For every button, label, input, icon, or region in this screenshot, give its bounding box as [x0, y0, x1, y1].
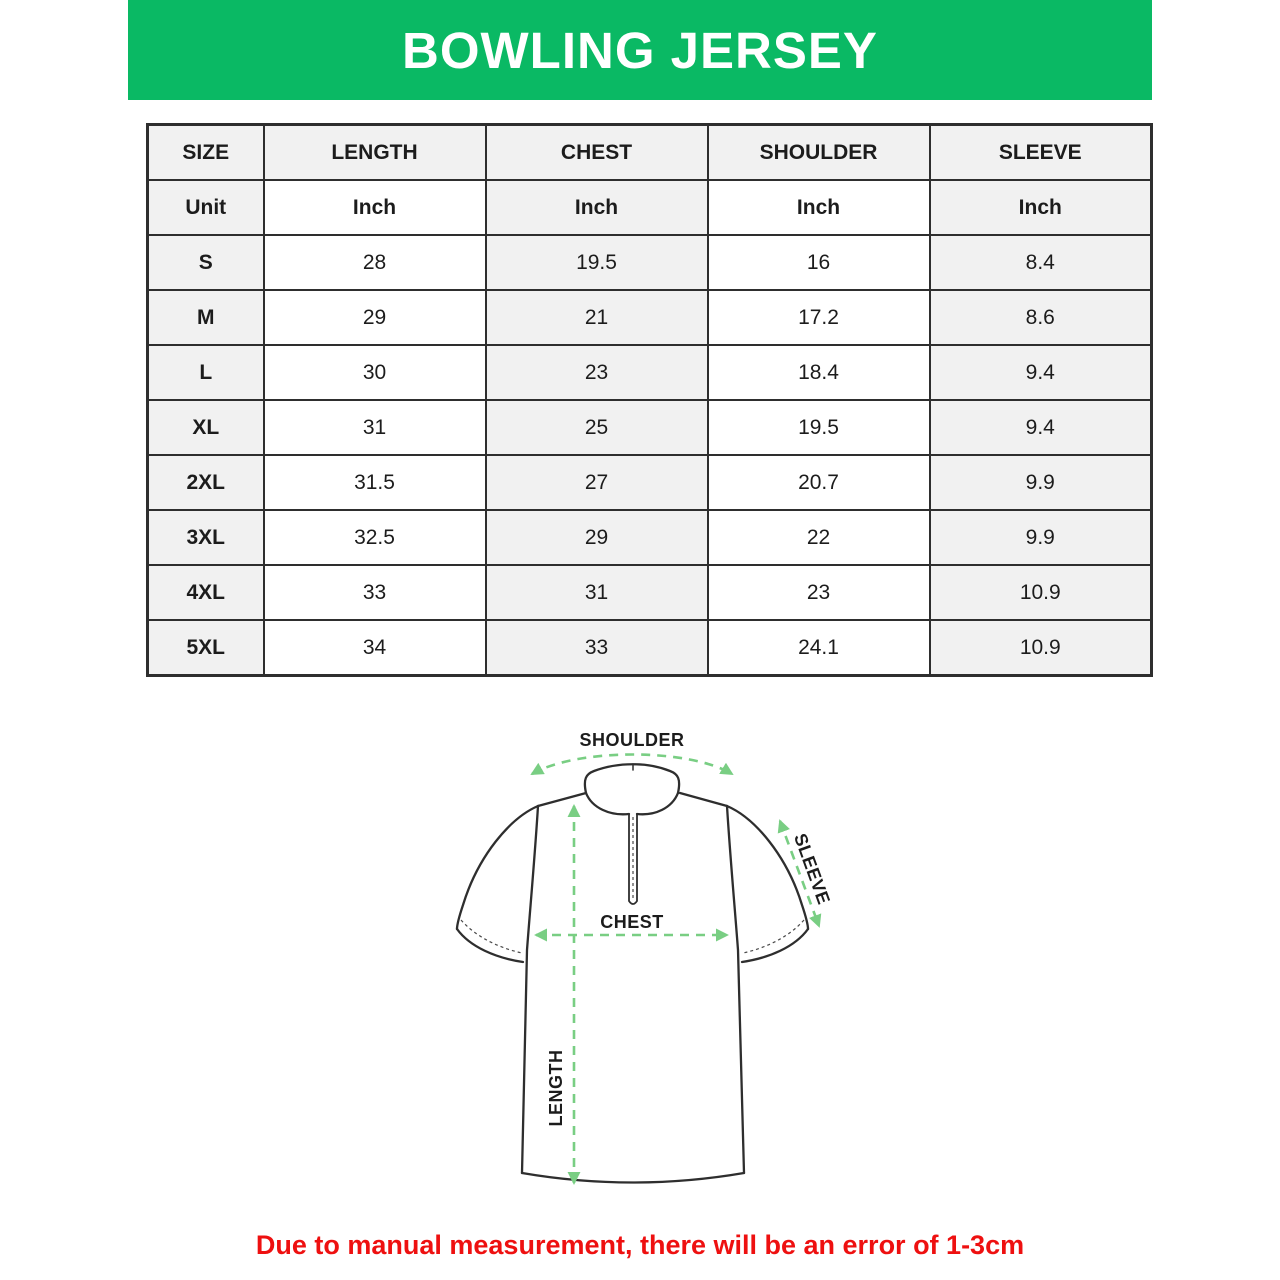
- chest-label: CHEST: [600, 912, 664, 932]
- size-cell: S: [148, 235, 264, 290]
- value-cell: 29: [486, 510, 708, 565]
- column-header-shoulder: SHOULDER: [708, 125, 930, 181]
- banner: [128, 0, 1152, 100]
- shoulder-label: SHOULDER: [579, 730, 685, 750]
- jersey-outline: [457, 764, 808, 1183]
- column-header-length: LENGTH: [264, 125, 486, 181]
- value-cell: 34: [264, 620, 486, 676]
- size-cell: 3XL: [148, 510, 264, 565]
- measurement-arrows: [532, 755, 819, 1184]
- value-cell: 30: [264, 345, 486, 400]
- unit-label: Unit: [148, 180, 264, 235]
- value-cell: 10.9: [930, 620, 1152, 676]
- value-cell: 8.6: [930, 290, 1152, 345]
- value-cell: 27: [486, 455, 708, 510]
- value-cell: 16: [708, 235, 930, 290]
- value-cell: 8.4: [930, 235, 1152, 290]
- jersey-diagram-svg: [400, 710, 880, 1225]
- value-cell: 9.4: [930, 345, 1152, 400]
- value-cell: 19.5: [486, 235, 708, 290]
- size-row-s: [148, 235, 1152, 290]
- value-cell: 31: [486, 565, 708, 620]
- value-cell: 29: [264, 290, 486, 345]
- value-cell: 31.5: [264, 455, 486, 510]
- size-row-l: [148, 345, 1152, 400]
- column-header-chest: CHEST: [486, 125, 708, 181]
- value-cell: 22: [708, 510, 930, 565]
- right-cuff-seam: [743, 920, 804, 953]
- value-cell: 32.5: [264, 510, 486, 565]
- size-cell: 2XL: [148, 455, 264, 510]
- length-label: LENGTH: [546, 1049, 566, 1127]
- size-cell: 5XL: [148, 620, 264, 676]
- value-cell: 23: [486, 345, 708, 400]
- unit-cell: Inch: [264, 180, 486, 235]
- value-cell: 24.1: [708, 620, 930, 676]
- column-header-size: SIZE: [148, 125, 264, 181]
- value-cell: 18.4: [708, 345, 930, 400]
- size-cell: 4XL: [148, 565, 264, 620]
- jersey-measurement-diagram: [400, 710, 880, 1225]
- left-cuff-seam: [461, 920, 522, 953]
- unit-row: [148, 180, 1152, 235]
- value-cell: 19.5: [708, 400, 930, 455]
- unit-cell: Inch: [708, 180, 930, 235]
- column-header-sleeve: SLEEVE: [930, 125, 1152, 181]
- unit-cell: Inch: [486, 180, 708, 235]
- size-cell: M: [148, 290, 264, 345]
- value-cell: 33: [264, 565, 486, 620]
- size-table: [146, 123, 1153, 677]
- size-row-2xl: [148, 455, 1152, 510]
- sleeve-label: SLEEVE: [789, 830, 835, 908]
- value-cell: 17.2: [708, 290, 930, 345]
- value-cell: 20.7: [708, 455, 930, 510]
- value-cell: 23: [708, 565, 930, 620]
- size-row-5xl: [148, 620, 1152, 676]
- size-row-3xl: [148, 510, 1152, 565]
- header-row: [148, 125, 1152, 181]
- value-cell: 28: [264, 235, 486, 290]
- value-cell: 25: [486, 400, 708, 455]
- size-row-xl: [148, 400, 1152, 455]
- size-row-m: [148, 290, 1152, 345]
- value-cell: 9.9: [930, 510, 1152, 565]
- size-cell: XL: [148, 400, 264, 455]
- page-title: BOWLING JERSEY: [402, 21, 878, 79]
- size-cell: L: [148, 345, 264, 400]
- value-cell: 10.9: [930, 565, 1152, 620]
- size-row-4xl: [148, 565, 1152, 620]
- measurement-note: Due to manual measurement, there will be an error of 1-3cm: [255, 1230, 1025, 1260]
- value-cell: 9.9: [930, 455, 1152, 510]
- value-cell: 9.4: [930, 400, 1152, 455]
- value-cell: 21: [486, 290, 708, 345]
- unit-cell: Inch: [930, 180, 1152, 235]
- value-cell: 31: [264, 400, 486, 455]
- value-cell: 33: [486, 620, 708, 676]
